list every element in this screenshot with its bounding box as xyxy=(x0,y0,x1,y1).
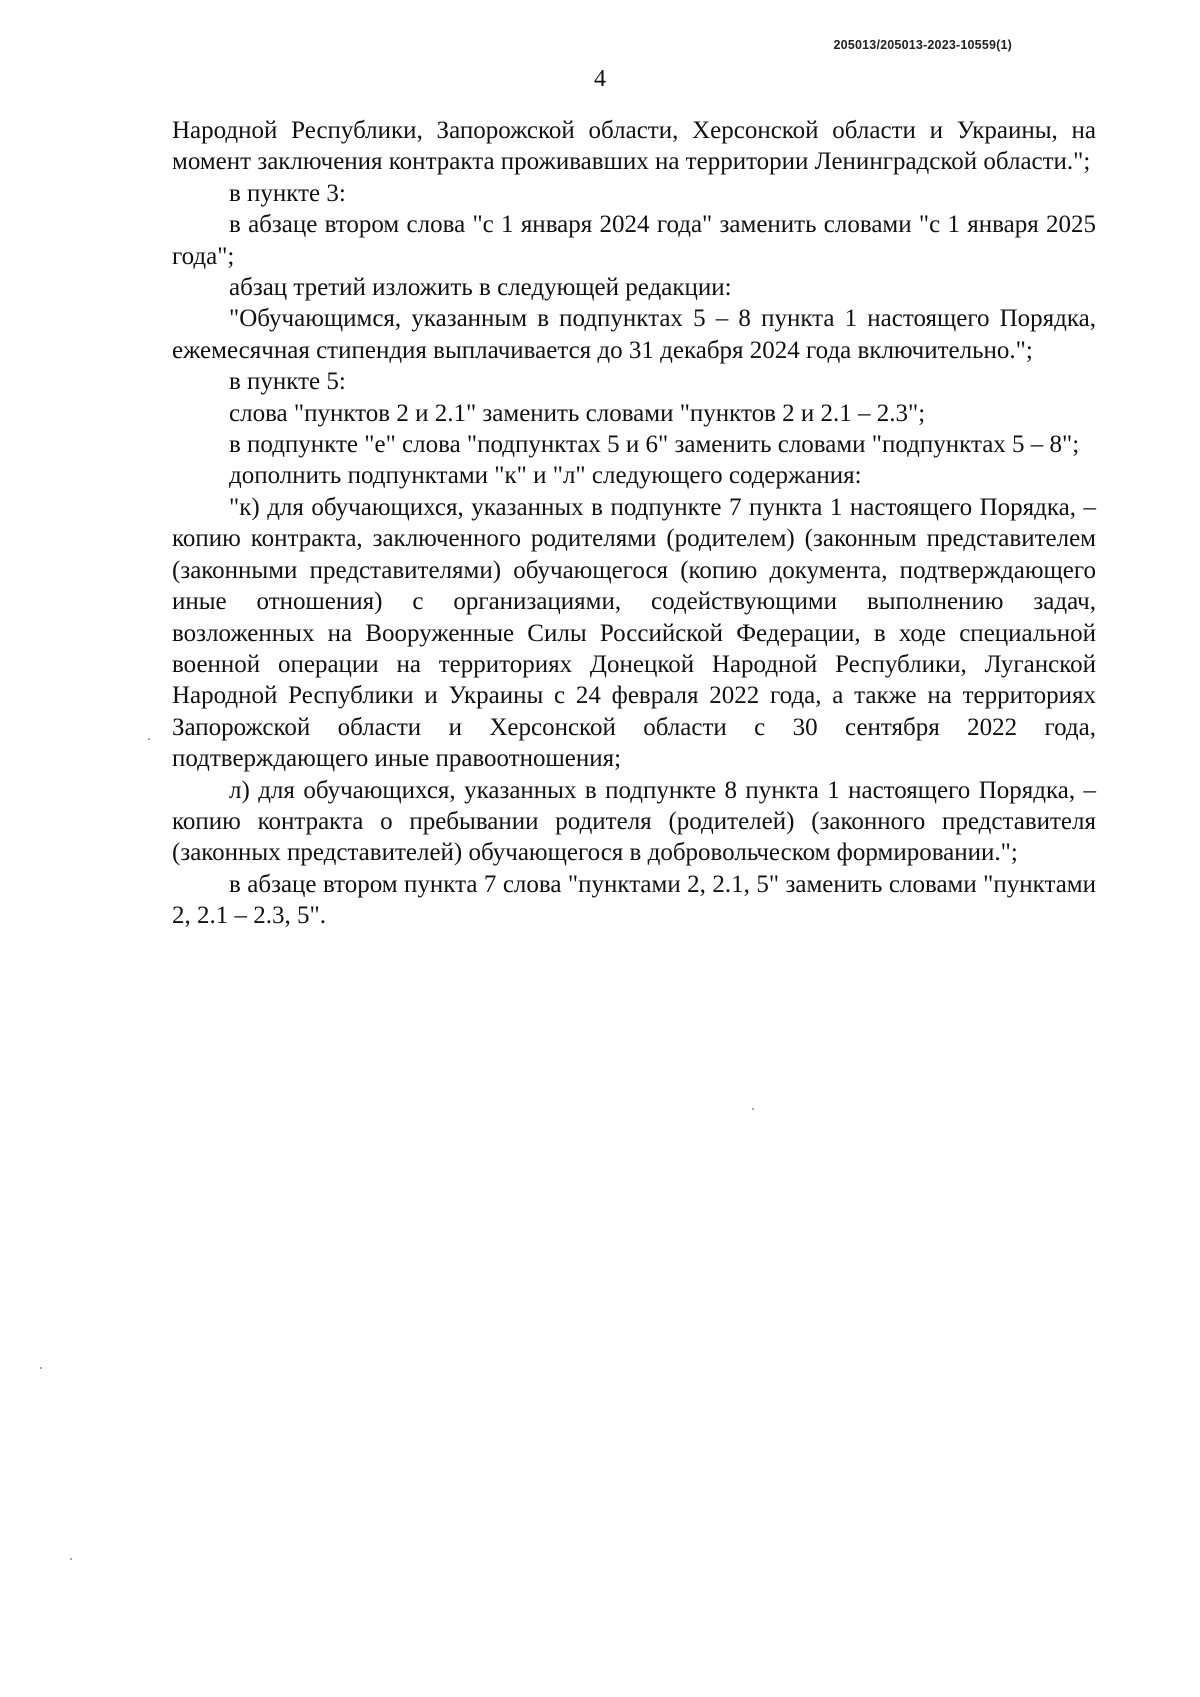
paragraph-item-3-para-3-intro: абзац третий изложить в следующей редакции: xyxy=(229,274,732,302)
paragraph-item-3: в пункте 3: xyxy=(229,179,346,207)
document-registration-number: 205013/205013-2023-10559(1) xyxy=(833,38,1012,52)
paragraph-item-5: в пункте 5: xyxy=(229,368,346,396)
scan-speck xyxy=(40,1367,42,1369)
paragraph-item-3-para-3-text: "Обучающимся, указанным в подпунктах 5 – 8 пункта 1 настоящего Порядка, ежемесячная стипендия выплачивается до 31 декабря 2024 года включительно."; xyxy=(172,305,1096,364)
paragraph-continuation: Народной Республики, Запорожской области, Херсонской области и Украины, на момент заключения контракта проживавших на территории Ленинградской области."; xyxy=(172,117,1096,176)
scan-speck xyxy=(70,1558,72,1560)
scan-speck xyxy=(752,1108,754,1110)
paragraph-subitem-l: л) для обучающихся, указанных в подпункте 8 пункта 1 настоящего Порядка, – копию контракта о пребывании родителя (родителей) (законного представителя (законных представителей) обучающегося в добровольческом формировании."; xyxy=(172,776,1096,867)
page-number: 4 xyxy=(594,66,606,92)
scan-speck xyxy=(148,738,150,740)
document-body xyxy=(172,115,1096,932)
paragraph-add-subitems: дополнить подпунктами "к" и "л" следующего содержания: xyxy=(229,462,862,490)
paragraph-subitem-e: в подпункте "е" слова "подпунктах 5 и 6" заменить словами "подпунктах 5 – 8"; xyxy=(229,431,1080,459)
paragraph-item-3-para-2: в абзаце втором слова "с 1 января 2024 года" заменить словами "с 1 января 2025 года"; xyxy=(172,211,1096,270)
paragraph-item-7: в абзаце втором пункта 7 слова "пунктами 2, 2.1, 5" заменить словами "пунктами 2, 2.1 – 2.3, 5". xyxy=(172,870,1096,930)
paragraph-item-5-words: слова "пунктов 2 и 2.1" заменить словами "пунктов 2 и 2.1 – 2.3"; xyxy=(229,399,926,427)
paragraph-subitem-k: "к) для обучающихся, указанных в подпункте 7 пункта 1 настоящего Порядка, – копию контракта, заключенного родителями (родителем) (законным представителем (законными представителями) обучающегося (копию документа, подтверждающего иные отношения) с организациями, содействующими выполнению задач, возложенных на Вооруженные Силы Российской Федерации, в ходе специальной военной операции на территориях Донецкой Народной Республики, Луганской Народной Республики и Украины с 24 февраля 2022 года, а также на территориях Запорожской области и Херсонской области с 30 сентября 2022 года, подтверждающего иные правоотношения; xyxy=(172,493,1096,773)
